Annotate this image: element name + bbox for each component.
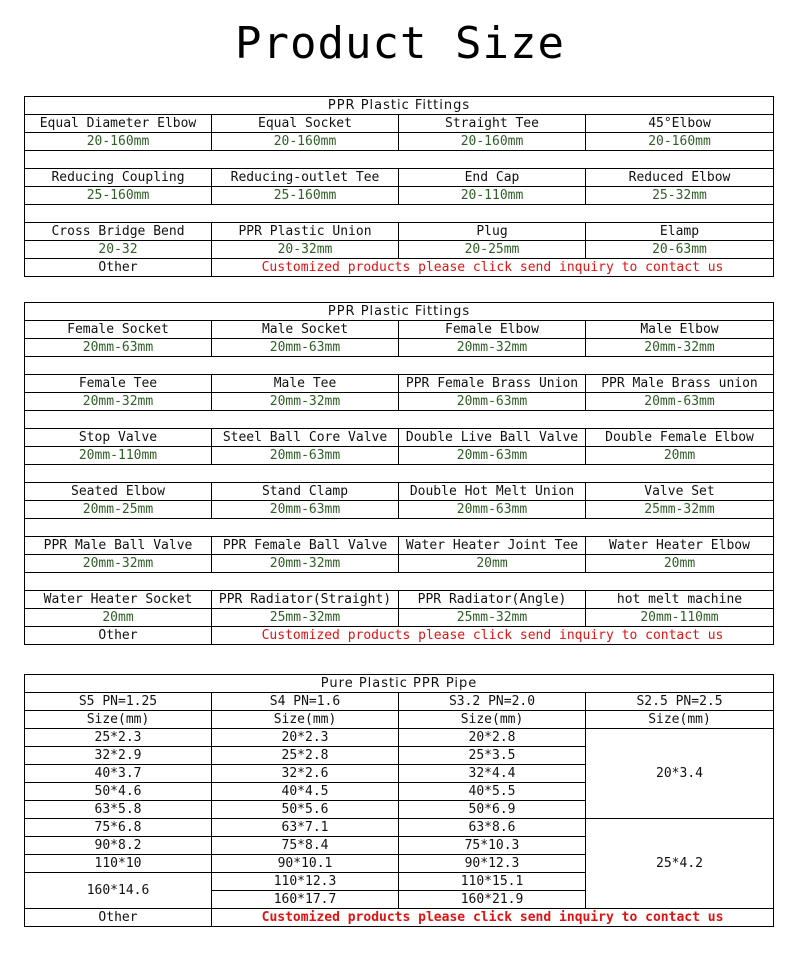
other-label: Other (25, 627, 212, 645)
size-range: 25-160mm (25, 187, 212, 205)
size-range: 20mm-63mm (212, 501, 399, 519)
pipe-size: 20*2.3 (212, 729, 399, 747)
pipe-size: 90*10.1 (212, 855, 399, 873)
spacer-row (25, 519, 774, 537)
product-name: Female Socket (25, 321, 212, 339)
product-name: Male Socket (212, 321, 399, 339)
size-range: 25mm-32mm (212, 609, 399, 627)
size-range: 20-63mm (586, 241, 774, 259)
product-name: Double Hot Melt Union (399, 483, 586, 501)
pressure-header: S3.2 PN=2.0 (399, 693, 586, 711)
product-name: PPR Radiator(Angle) (399, 591, 586, 609)
size-range: 20-160mm (25, 133, 212, 151)
pipe-size: 20*3.4 (586, 729, 774, 819)
pipe-size: 90*12.3 (399, 855, 586, 873)
size-range: 20mm-63mm (399, 447, 586, 465)
pressure-header: S5 PN=1.25 (25, 693, 212, 711)
fittings-table-2 (24, 302, 774, 645)
size-range: 20mm-63mm (399, 393, 586, 411)
size-range: 20mm-63mm (399, 501, 586, 519)
spacer-row (25, 357, 774, 375)
size-range: 25mm-32mm (399, 609, 586, 627)
size-range: 20mm-63mm (212, 447, 399, 465)
product-name: Water Heater Elbow (586, 537, 774, 555)
product-name: Female Elbow (399, 321, 586, 339)
size-header: Size(mm) (212, 711, 399, 729)
spacer-row (25, 411, 774, 429)
product-name: Male Elbow (586, 321, 774, 339)
pipe-size: 160*17.7 (212, 891, 399, 909)
product-name: Reduced Elbow (586, 169, 774, 187)
size-range: 20mm-63mm (586, 393, 774, 411)
pipe-size: 50*5.6 (212, 801, 399, 819)
size-header: Size(mm) (586, 711, 774, 729)
size-range: 20mm-32mm (25, 555, 212, 573)
product-name: Straight Tee (399, 115, 586, 133)
pipe-size: 25*2.8 (212, 747, 399, 765)
pipe-size: 25*2.3 (25, 729, 212, 747)
pipe-size: 50*4.6 (25, 783, 212, 801)
table-caption: PPR Plastic Fittings (25, 303, 774, 321)
pipe-size: 110*15.1 (399, 873, 586, 891)
page-title: Product Size (235, 18, 565, 69)
pipe-size: 25*4.2 (586, 819, 774, 909)
size-range: 25-32mm (586, 187, 774, 205)
size-range: 20mm-32mm (25, 393, 212, 411)
size-range: 20-160mm (399, 133, 586, 151)
size-header: Size(mm) (25, 711, 212, 729)
size-range: 20-25mm (399, 241, 586, 259)
product-name: PPR Male Ball Valve (25, 537, 212, 555)
pipe-size: 32*2.6 (212, 765, 399, 783)
pipe-size: 63*8.6 (399, 819, 586, 837)
product-name: hot melt machine (586, 591, 774, 609)
fittings-table-1 (24, 96, 774, 277)
pipe-size: 110*12.3 (212, 873, 399, 891)
inquiry-link[interactable]: Customized products please click send inquiry to contact us (212, 627, 774, 645)
size-range: 20-110mm (399, 187, 586, 205)
pipe-size: 20*2.8 (399, 729, 586, 747)
product-name: Plug (399, 223, 586, 241)
product-name: Reducing-outlet Tee (212, 169, 399, 187)
pipe-size: 40*4.5 (212, 783, 399, 801)
other-label: Other (25, 259, 212, 277)
product-name: Steel Ball Core Valve (212, 429, 399, 447)
pressure-header: S4 PN=1.6 (212, 693, 399, 711)
product-name: Water Heater Socket (25, 591, 212, 609)
product-name: Equal Diameter Elbow (25, 115, 212, 133)
pipe-size: 63*7.1 (212, 819, 399, 837)
product-name: Male Tee (212, 375, 399, 393)
pipe-size: 50*6.9 (399, 801, 586, 819)
inquiry-link[interactable]: Customized products please click send inquiry to contact us (212, 909, 774, 927)
table-caption: PPR Plastic Fittings (25, 97, 774, 115)
pipe-size: 75*8.4 (212, 837, 399, 855)
pipe-size: 32*4.4 (399, 765, 586, 783)
size-range: 20mm-32mm (586, 339, 774, 357)
size-range: 25mm-32mm (586, 501, 774, 519)
size-range: 20mm-32mm (399, 339, 586, 357)
product-name: Stop Valve (25, 429, 212, 447)
product-name: PPR Male Brass union (586, 375, 774, 393)
product-name: End Cap (399, 169, 586, 187)
pipe-size: 40*3.7 (25, 765, 212, 783)
size-header: Size(mm) (399, 711, 586, 729)
product-name: Reducing Coupling (25, 169, 212, 187)
product-name: Valve Set (586, 483, 774, 501)
product-name: Double Live Ball Valve (399, 429, 586, 447)
product-name: PPR Female Brass Union (399, 375, 586, 393)
product-name: PPR Plastic Union (212, 223, 399, 241)
size-range: 20-160mm (586, 133, 774, 151)
pipe-size: 110*10 (25, 855, 212, 873)
size-range: 25-160mm (212, 187, 399, 205)
product-name: Equal Socket (212, 115, 399, 133)
size-range: 20mm (586, 555, 774, 573)
spacer-row (25, 205, 774, 223)
pipe-size: 63*5.8 (25, 801, 212, 819)
pipe-size: 160*14.6 (25, 873, 212, 909)
product-name: Seated Elbow (25, 483, 212, 501)
product-name: Cross Bridge Bend (25, 223, 212, 241)
pipe-size: 160*21.9 (399, 891, 586, 909)
inquiry-link[interactable]: Customized products please click send inquiry to contact us (212, 259, 774, 277)
size-range: 20mm (586, 447, 774, 465)
product-name: Elamp (586, 223, 774, 241)
product-name: PPR Radiator(Straight) (212, 591, 399, 609)
other-label: Other (25, 909, 212, 927)
pipe-size: 90*8.2 (25, 837, 212, 855)
pipe-size: 75*6.8 (25, 819, 212, 837)
size-range: 20mm (25, 609, 212, 627)
spacer-row (25, 151, 774, 169)
pipe-size: 75*10.3 (399, 837, 586, 855)
spacer-row (25, 573, 774, 591)
size-range: 20mm-63mm (212, 339, 399, 357)
product-name: Female Tee (25, 375, 212, 393)
size-range: 20-32mm (212, 241, 399, 259)
size-range: 20mm (399, 555, 586, 573)
size-range: 20mm-110mm (25, 447, 212, 465)
product-name: 45°Elbow (586, 115, 774, 133)
pipe-table (24, 674, 774, 927)
product-name: Double Female Elbow (586, 429, 774, 447)
pressure-header: S2.5 PN=2.5 (586, 693, 774, 711)
product-name: Stand Clamp (212, 483, 399, 501)
spacer-row (25, 465, 774, 483)
size-range: 20-32 (25, 241, 212, 259)
pipe-size: 40*5.5 (399, 783, 586, 801)
product-name: Water Heater Joint Tee (399, 537, 586, 555)
size-range: 20mm-63mm (25, 339, 212, 357)
size-range: 20mm-110mm (586, 609, 774, 627)
pipe-size: 32*2.9 (25, 747, 212, 765)
product-name: PPR Female Ball Valve (212, 537, 399, 555)
size-range: 20mm-32mm (212, 555, 399, 573)
pipe-size: 25*3.5 (399, 747, 586, 765)
size-range: 20mm-25mm (25, 501, 212, 519)
size-range: 20-160mm (212, 133, 399, 151)
table-caption: Pure Plastic PPR Pipe (25, 675, 774, 693)
size-range: 20mm-32mm (212, 393, 399, 411)
